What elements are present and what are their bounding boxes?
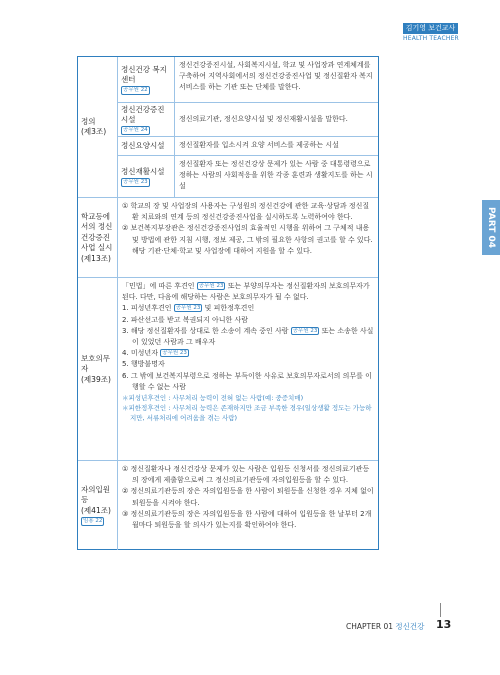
definition-row (78, 57, 378, 197)
school-category (78, 198, 118, 278)
note-item: ＊피성년후견인 : 사무처리 능력이 전혀 없는 사람(예: 중증치매) (122, 394, 304, 403)
list-item: 5. 행방불명자 (122, 360, 165, 369)
footer-divider (440, 603, 441, 617)
subterm-cell (118, 136, 175, 155)
subterm-description: 정신의료기관, 정신요양시설 및 정신재활시설을 말한다. (175, 102, 378, 136)
part-tab: PART 04 (482, 200, 500, 255)
footer-chapter (346, 621, 424, 632)
exam-tag: 공무원 23 (123, 178, 148, 185)
law-article: (제39조) (81, 374, 111, 384)
exam-tag: 공무원 23 (162, 350, 187, 357)
law-article: (제41조) (81, 505, 111, 515)
header-badge: 김기영 보건교사 (403, 23, 458, 34)
clause-item: ② 정신의료기관등의 장은 자의입원등을 한 사람이 퇴원등을 신청한 경우 지체 없이 퇴원등을 시켜야 한다. (122, 487, 374, 507)
exam-tag: 임용 22 (83, 518, 103, 525)
clause-item: ③ 정신의료기관등의 장은 자의입원등을 한 사람에 대하여 입원등을 한 날부터 2개월마다 퇴원등을 할 의사가 있는지를 확인하여야 한다. (122, 509, 372, 530)
subterm-name: 정신건강 복지센터 (121, 64, 167, 84)
law-table (77, 56, 379, 550)
category-label: 학교등에서의 정신건강증진 사업 실시 (81, 211, 113, 253)
list-item: 1. 피성년후견인 공무원 23 및 피한정후견인 (122, 304, 255, 313)
clause-item: ① 학교의 장 및 사업장의 사용자는 구성원의 정신건강에 관한 교육·상담과 정신질환 치료와의 연계 등의 정신건강증진사업을 실시하도록 노력하여야 한다. (122, 202, 370, 222)
list-item: 2. 파산선고를 받고 복권되지 아니한 사람 (122, 315, 248, 324)
header-subtitle: HEALTH TEACHER (403, 35, 459, 42)
subterm-cell (118, 155, 175, 197)
school-row (78, 197, 378, 278)
law-article: (제3조) (81, 127, 107, 136)
note-item: ＊피한정후견인 : 사무처리 능력은 존재하지만 조금 부족한 경우(일상생활 정도는 가능하지만, 서류처리에 어려움을 겪는 사람) (122, 404, 372, 423)
guardian-intro: 「민법」에 따른 후견인 공무원 23 또는 부양의무자는 정신질환자의 보호의무자가 된다. 다만, 다음에 해당하는 사람은 보호의무자가 될 수 없다. (122, 282, 370, 302)
subterm-cell (118, 102, 175, 136)
chapter-label: CHAPTER 01 (346, 622, 393, 631)
exam-tag: 공무원 23 (292, 327, 318, 334)
voluntary-row (78, 460, 378, 550)
subterm-description: 정신질환자를 입소시켜 요양 서비스를 제공하는 시설 (175, 136, 378, 155)
exam-tag: 공무원 24 (123, 126, 148, 133)
exam-tag: 공무원 23 (198, 283, 224, 289)
guardian-row (78, 277, 378, 461)
subterm-name: 정신건강증진 시설 (121, 104, 165, 124)
list-item: 3. 해당 정신질환자를 상대로 한 소송이 계속 중인 사람 공무원 23 또는 소송한 사실이 있었던 사람과 그 배우자 (122, 326, 374, 347)
guardian-content (118, 278, 378, 461)
guardian-category (78, 278, 118, 461)
list-item: 4. 미성년자 공무원 23 (122, 349, 187, 358)
chapter-title: 정신건강 (395, 622, 425, 631)
subterm-cell (118, 57, 175, 102)
exam-tag: 공무원 22 (123, 86, 148, 93)
category-label: 보호의무자 (81, 353, 110, 374)
list-item: 6. 그 밖에 보건복지부령으로 정하는 부득이한 사유로 보호의무자로서의 의무를 이행할 수 없는 사람 (122, 371, 372, 391)
definition-category (78, 57, 118, 197)
law-article: (제13조) (81, 253, 111, 263)
subterm-description: 정신건강증진시설, 사회복지시설, 학교 및 사업장과 연계체계를 구축하여 지역사회에서의 정신건강증진사업 및 정신질환자 복지서비스를 하는 기관 또는 단체를 말한다. (179, 61, 373, 91)
category-label: 자의입원등 (81, 484, 110, 505)
voluntary-category (78, 461, 118, 550)
subterm-description: 정신질환자 또는 정신건강상 문제가 있는 사람 중 대통령령으로 정하는 사람의 사회적응을 위한 각종 훈련과 생활지도를 하는 시설 (175, 155, 378, 197)
clause-item: ① 정신질환자나 정신건강상 문제가 있는 사람은 입원등 신청서를 정신의료기관등의 장에게 제출함으로써 그 정신의료기관등에 자의입원등을 할 수 있다. (122, 465, 370, 485)
voluntary-content (118, 461, 378, 550)
category-label: 정의 (81, 116, 96, 126)
school-content (118, 198, 378, 278)
page-number: 13 (436, 618, 452, 631)
subterm-name: 정신재활시설 (121, 166, 165, 176)
exam-tag: 공무원 23 (175, 305, 201, 312)
subterm-name: 정신요양시설 (121, 141, 165, 150)
clause-item: ② 보건복지부장관은 정신건강증진사업의 효율적인 시행을 위하여 그 구체적 내용 및 방법에 관한 지침 시행, 정보 제공, 그 밖의 필요한 사항의 권고를 할 수 있다. 해당 기관·단체·학교 및 사업장에 대하여 지원을 할 수 있다. (122, 224, 373, 255)
